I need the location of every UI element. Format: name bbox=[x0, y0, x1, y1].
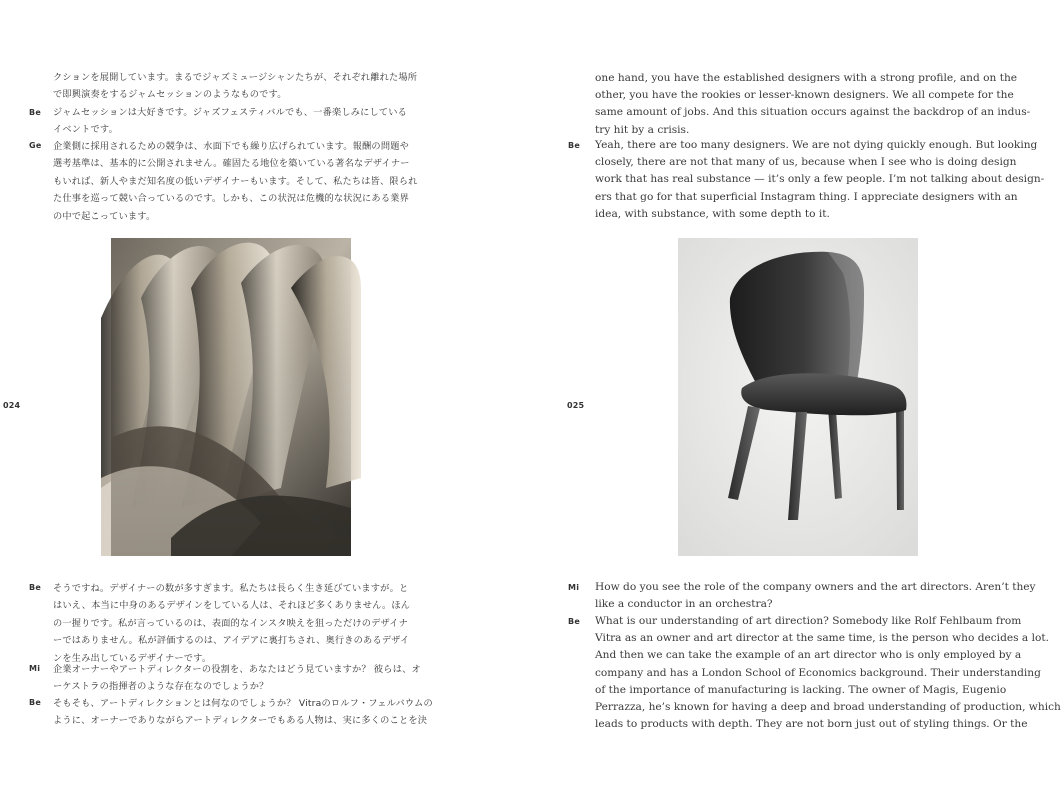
speaker-label: Be bbox=[29, 583, 42, 592]
text-line: の中で起こっています。 bbox=[53, 210, 156, 222]
chair-photo bbox=[678, 238, 918, 556]
speaker-label: Ge bbox=[29, 141, 42, 150]
speaker-label: Mi bbox=[568, 583, 580, 592]
text-line: 企業オーナーやアートディレクターの役割を、あなたはどう見ていますか？ 彼らは、オ bbox=[53, 664, 421, 675]
text-line: work that has real substance — it’s only a few people. I’m not talking about design- bbox=[595, 173, 1045, 186]
jp-paragraph bbox=[53, 661, 421, 696]
text-line: one hand, you have the established designers with a strong profile, and on the bbox=[595, 72, 1018, 84]
text-line: 企業側に採用されるための競争は、水面下でも繰り広げられています。報酬の問題や bbox=[53, 141, 409, 152]
text-line: イベントです。 bbox=[53, 124, 118, 136]
text-line: はいえ、本当に中身のあるデザインをしている人は、それほど多くありません。ほん bbox=[53, 600, 411, 612]
text-line: idea, with substance, with some depth to it. bbox=[595, 207, 830, 220]
speaker-label: Be bbox=[568, 141, 581, 150]
text-line: Vitra as an owner and art director at the same time, is the person who decides a lot. bbox=[595, 632, 1049, 645]
chair-image bbox=[678, 238, 918, 556]
text-line: クションを展開しています。まるでジャズミュージシャンたちが、それぞれ離れた場所 bbox=[53, 72, 418, 83]
text-line: leads to products with depth. They are not born just out of styling things. Or the bbox=[595, 718, 1028, 731]
page-number-left: 024 bbox=[3, 401, 21, 410]
text-line: 選考基準は、基本的に公開されません。確固たる地位を築いている著名なデザイナー bbox=[53, 158, 410, 170]
text-line: like a conductor in an orchestra? bbox=[595, 598, 773, 611]
text-line: same amount of jobs. And this situation occurs against the backdrop of an indus- bbox=[595, 106, 1031, 119]
text-line: そうですね。デザイナーの数が多すぎます。私たちは長らく生き延びていますが。と bbox=[53, 583, 409, 594]
jp-paragraph-continued bbox=[53, 69, 417, 104]
text-line: ーケストラの指揮者のような存在なのでしょうか？ bbox=[53, 681, 269, 693]
plywood-sculpture-photo bbox=[111, 238, 351, 556]
text-line: company and has a London School of Economics background. Their understanding bbox=[595, 666, 1041, 679]
text-line: ように、オーナーでありながらアートディレクターでもある人物は、実に多くのことを決 bbox=[53, 715, 428, 727]
jp-paragraph bbox=[53, 580, 410, 667]
en-paragraph bbox=[595, 579, 1036, 613]
text-line: ーではありません。私が評価するのは、アイデアに裏打ちされ、奥行きのあるデザイ bbox=[53, 635, 410, 647]
speaker-label: Be bbox=[29, 108, 42, 117]
speaker-label: Be bbox=[29, 698, 42, 707]
page-number-right: 025 bbox=[567, 401, 585, 410]
text-line: ジャムセッションは大好きです。ジャズフェスティバルでも、一番楽しみにしている bbox=[53, 107, 408, 118]
speaker-label: Be bbox=[568, 617, 581, 626]
en-paragraph bbox=[595, 137, 1044, 223]
right-page bbox=[500, 0, 1061, 800]
text-line: How do you see the role of the company owners and the art directors. Aren’t they bbox=[595, 581, 1036, 593]
jp-paragraph bbox=[53, 138, 418, 225]
left-page bbox=[0, 0, 500, 800]
text-line: の一握りです。私が言っているのは、表面的なインスタ映えを狙っただけのデザイナ bbox=[53, 617, 409, 629]
text-line: Yeah, there are too many designers. We are not dying quickly enough. But looking bbox=[595, 139, 1038, 151]
speaker-label: Mi bbox=[29, 664, 41, 673]
text-line: And then we can take the example of an art director who is only employed by a bbox=[595, 649, 1022, 662]
plywood-fins-image bbox=[111, 238, 351, 556]
text-line: ンを生み出しているデザイナーです。 bbox=[53, 652, 212, 664]
text-line: ers that go for that superficial Instagram thing. I appreciate designers with an bbox=[595, 190, 1018, 203]
text-line: もいれば、新人やまだ知名度の低いデザイナーもいます。そして、私たちは皆、限られ bbox=[53, 175, 418, 187]
text-line: closely, there are not that many of us, because when I see who is doing design bbox=[595, 156, 1017, 169]
text-line: Perrazza, he’s known for having a deep and broad understanding of production, which bbox=[595, 701, 1061, 714]
text-line: What is our understanding of art direction? Somebody like Rolf Fehlbaum from bbox=[595, 615, 1022, 627]
text-line: of the importance of manufacturing is lacking. The owner of Magis, Eugenio bbox=[595, 683, 1007, 696]
en-paragraph-continued bbox=[595, 70, 1030, 139]
text-line: そもそも、アートディレクションとは何なのでしょうか？ Vitraのロルフ・フェルバウムの bbox=[53, 698, 433, 709]
jp-paragraph bbox=[53, 104, 407, 139]
en-paragraph bbox=[595, 613, 1061, 733]
text-line: other, you have the rookies or lesser-known designers. We all compete for the bbox=[595, 89, 1014, 102]
jp-paragraph bbox=[53, 695, 433, 730]
text-line: た仕事を巡って競い合っているのです。しかも、この状況は危機的な状況にある業界 bbox=[53, 193, 409, 205]
text-line: try hit by a crisis. bbox=[595, 123, 690, 136]
text-line: で即興演奏をするジャムセッションのようなものです。 bbox=[53, 89, 287, 101]
